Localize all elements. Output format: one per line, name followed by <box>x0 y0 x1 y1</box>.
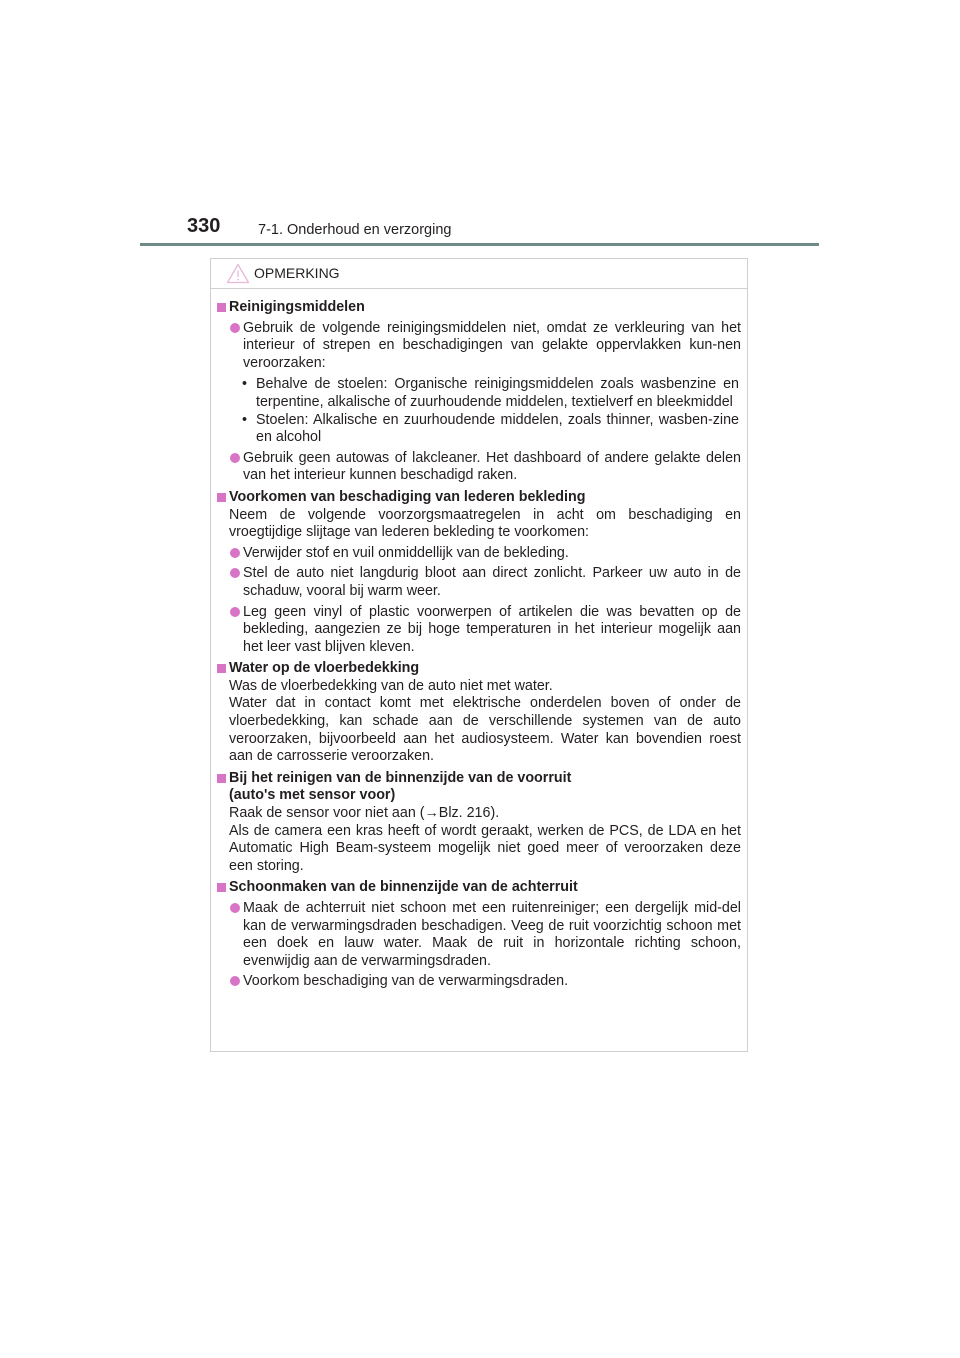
circle-bullet-icon <box>230 323 240 333</box>
bullet-item <box>229 545 741 563</box>
bullet-text: Verwijder stof en vuil onmiddellijk van de bekleding. <box>243 544 569 561</box>
page-number: 330 <box>187 215 221 237</box>
square-bullet-icon <box>217 664 226 673</box>
bullet-item <box>229 565 741 600</box>
section-heading: Schoonmaken van de binnenzijde van de achterruit <box>229 879 578 896</box>
bullet-item <box>229 320 741 373</box>
section-heading: Water op de vloerbedekking <box>229 660 420 677</box>
circle-bullet-icon <box>230 568 240 578</box>
notice-header <box>211 259 747 289</box>
bullet-item <box>229 900 741 970</box>
notice-section <box>217 879 741 991</box>
square-bullet-icon <box>217 883 226 892</box>
section-heading: Bij het reinigen van de binnenzijde van de voorruit <box>229 769 572 786</box>
paragraph: Als de camera een kras heeft of wordt geraakt, werken de PCS, de LDA en het Automatic High Beam-systeem mogelijk niet goed meer of veroorzaken deze een storing. <box>229 822 741 874</box>
notice-box <box>210 258 748 1052</box>
bullet-text: Gebruik geen autowas of lakcleaner. Het dashboard of andere gelakte delen van het interieur kunnen beschadigd raken. <box>243 449 741 484</box>
paragraph: Was de vloerbedekking van de auto niet met water. <box>229 677 553 694</box>
circle-bullet-icon <box>230 903 240 913</box>
circle-bullet-icon <box>230 453 240 463</box>
paragraph: Neem de volgende voorzorgsmaatregelen in acht om beschadiging en vroegtijdige slijtage van lederen bekleding te voorkomen: <box>229 506 741 541</box>
notice-section <box>217 660 741 766</box>
notice-body <box>211 289 747 991</box>
sub-bullet-item <box>229 412 741 447</box>
square-bullet-icon <box>217 303 226 312</box>
bullet-text: Voorkom beschadiging van de verwarmingsdraden. <box>243 973 569 990</box>
section-heading: Voorkomen van beschadiging van lederen bekleding <box>229 488 586 505</box>
sub-bullet-item <box>229 376 741 411</box>
warning-triangle-icon <box>226 263 250 284</box>
square-bullet-icon <box>217 774 226 783</box>
square-bullet-icon <box>217 493 226 502</box>
notice-title: OPMERKING <box>254 265 340 281</box>
sub-bullet-text: Behalve de stoelen: Organische reinigingsmiddelen zoals wasbenzine en terpentine, alkalische of zuurhoudende middelen, textielverf en bleekmiddel <box>256 376 739 410</box>
bullet-text: Maak de achterruit niet schoon met een ruitenreiniger; een dergelijk mid-del kan de verwarmingsdraden beschadigen. Veeg de ruit voorzichtig schoon met een doek en lauw water. Maak de ruit in horizontale richting schoon, evenwijdig aan de verwarmingsdraden. <box>243 900 741 969</box>
notice-section <box>217 299 741 485</box>
sub-list <box>229 376 741 446</box>
bullet-text: Leg geen vinyl of plastic voorwerpen of artikelen die was bevatten op de bekleding, aangezien ze bij hoge temperaturen in het interieur mogelijk aan het leer vast blijven kleven. <box>243 603 741 655</box>
bullet-item <box>229 604 741 657</box>
section-subheading: (auto's met sensor voor) <box>229 787 396 804</box>
bullet-item <box>229 450 741 485</box>
bullet-item <box>229 973 741 991</box>
circle-bullet-icon <box>230 548 240 558</box>
notice-section <box>217 770 741 876</box>
paragraph: Water dat in contact komt met elektrische onderdelen boven of onder de vloerbedekking, kan schade aan de verschillende systemen van de auto veroorzaken, bijvoorbeeld aan het audiosysteem. Water kan bovendien roest aan de carrosserie veroorzaken. <box>229 695 741 765</box>
circle-bullet-icon <box>230 607 240 617</box>
small-dot-icon: • <box>242 411 248 428</box>
header-rule <box>140 243 819 246</box>
section-heading: Reinigingsmiddelen <box>229 299 365 315</box>
sub-bullet-text: Stoelen: Alkalische en zuurhoudende middelen, zoals thinner, wasben-zine en alcohol <box>256 411 739 446</box>
circle-bullet-icon <box>230 976 240 986</box>
notice-section <box>217 489 741 656</box>
paragraph: Raak de sensor voor niet aan (→Blz. 216). <box>229 805 500 822</box>
bullet-text: Stel de auto niet langdurig bloot aan direct zonlicht. Parkeer uw auto in de schaduw, vooral bij warm weer. <box>243 565 741 599</box>
section-title: 7-1. Onderhoud en verzorging <box>258 222 452 238</box>
bullet-text: Gebruik de volgende reinigingsmiddelen niet, omdat ze verkleuring van het interieur of strepen en beschadigingen van gelakte oppervlakken kun-nen veroorzaken: <box>243 319 741 371</box>
small-dot-icon: • <box>242 376 248 393</box>
